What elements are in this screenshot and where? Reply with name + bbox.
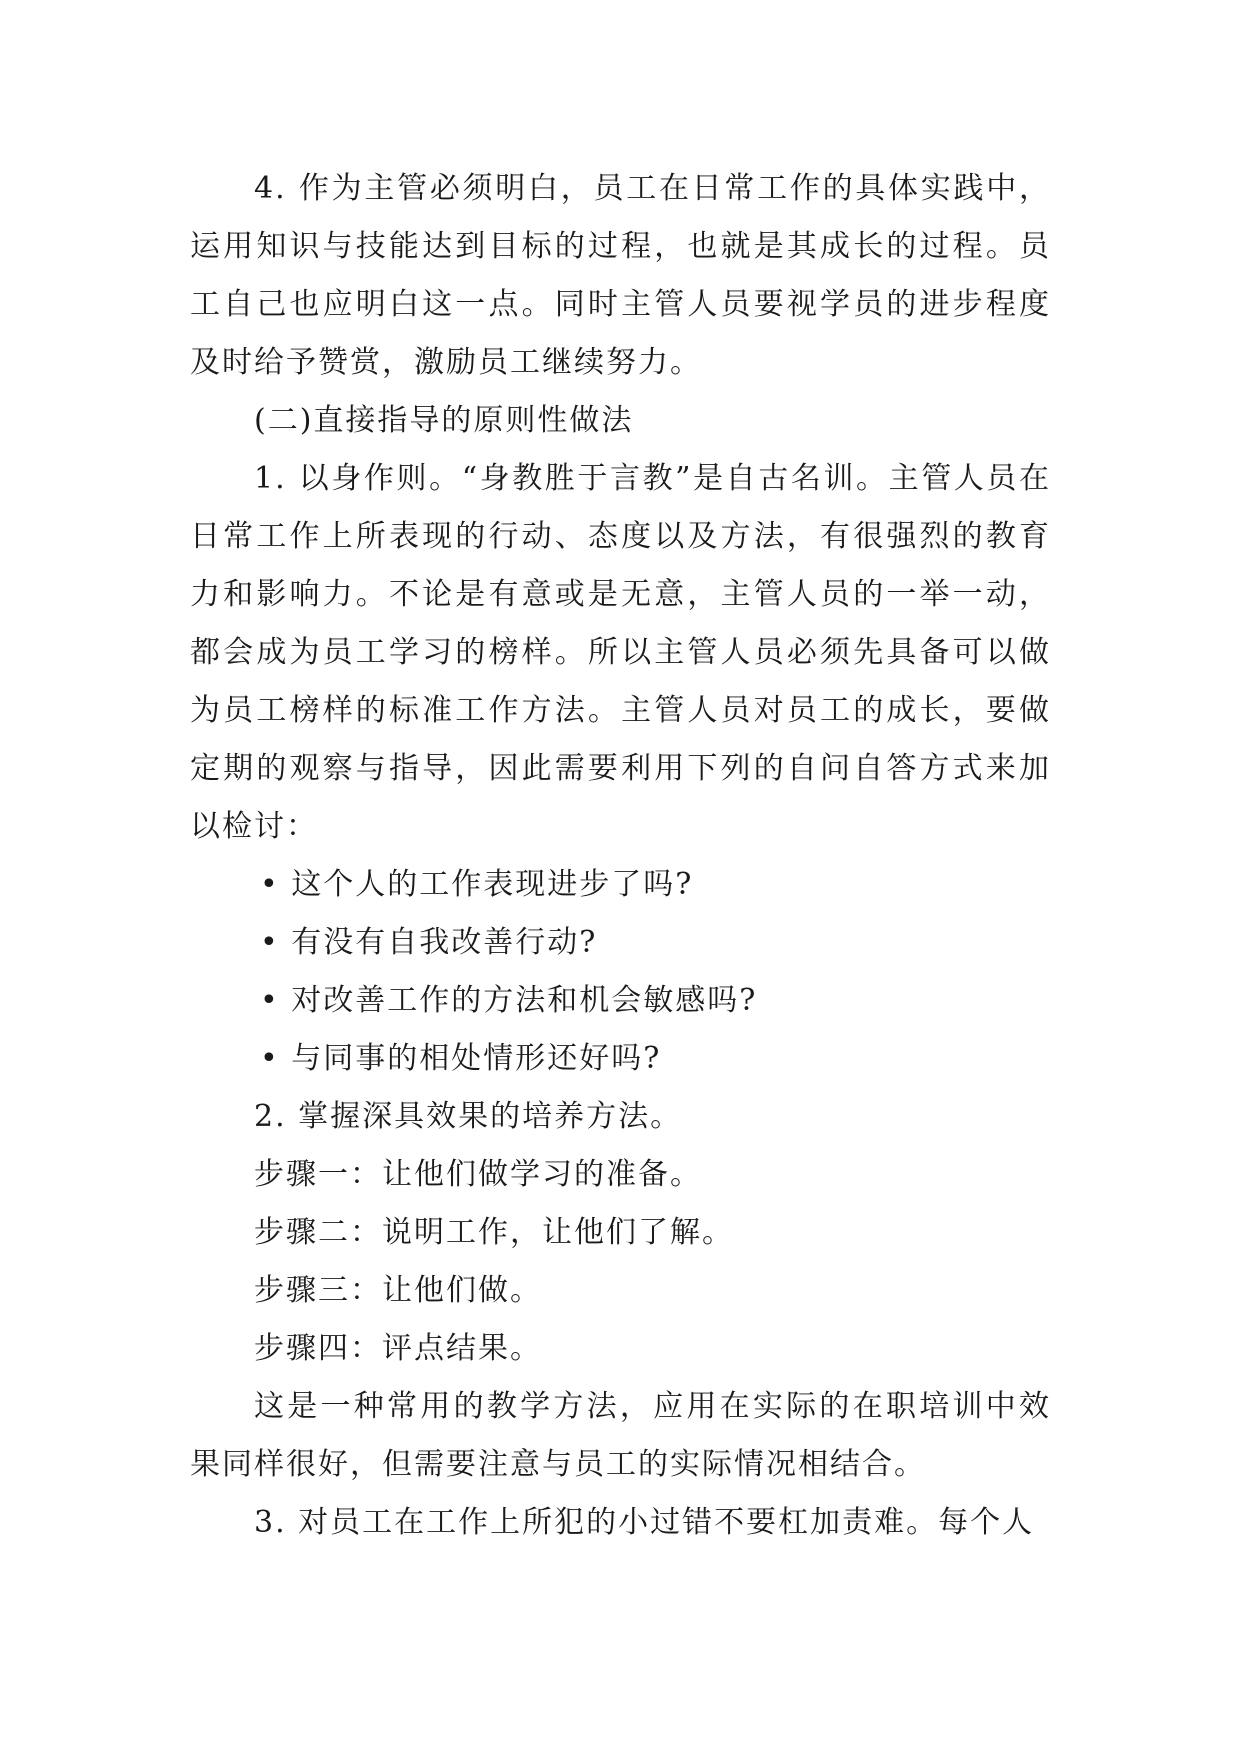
paragraph-item-2: 2. 掌握深具效果的培养方法。: [254, 1099, 683, 1134]
step-item: 步骤二：说明工作，让他们了解。: [254, 1215, 734, 1250]
step-item: 步骤三：让他们做。: [254, 1273, 542, 1308]
bullet-item: • 对改善工作的方法和机会敏感吗?: [260, 983, 758, 1018]
section-heading: (二)直接指导的原则性做法: [254, 403, 634, 438]
bullet-item: • 与同事的相处情形还好吗?: [260, 1041, 662, 1076]
paragraph-item-1: 1. 以身作则。“身教胜于言教”是自古名训。主管人员在日常工作上所表现的行动、态度以及方法，有很强烈的教育力和影响力。不论是有意或是无意，主管人员的一举一动，都会成为员工学习的榜样。所以主管人员必须先具备可以做为员工榜样的标准工作方法。主管人员对员工的成长，要做定期的观察与指导，因此需要利用下列的自问自答方式来加以检讨：: [190, 461, 1051, 844]
document-page: [190, 160, 1051, 1552]
paragraph-item-4: 4. 作为主管必须明白，员工在日常工作的具体实践中，运用知识与技能达到目标的过程，也就是其成长的过程。员工自己也应明白这一点。同时主管人员要视学员的进步程度及时给予赞赏，激励员工继续努力。: [190, 171, 1051, 380]
bullet-item: • 这个人的工作表现进步了吗?: [260, 867, 694, 902]
summary-paragraph: 这是一种常用的教学方法，应用在实际的在职培训中效果同样很好，但需要注意与员工的实际情况相结合。: [190, 1389, 1051, 1482]
step-item: 步骤一：让他们做学习的准备。: [254, 1157, 702, 1192]
bullet-item: • 有没有自我改善行动?: [260, 925, 598, 960]
paragraph-item-3: 3. 对员工在工作上所犯的小过错不要杠加责难。每个人: [254, 1505, 1035, 1540]
step-item: 步骤四：评点结果。: [254, 1331, 542, 1366]
